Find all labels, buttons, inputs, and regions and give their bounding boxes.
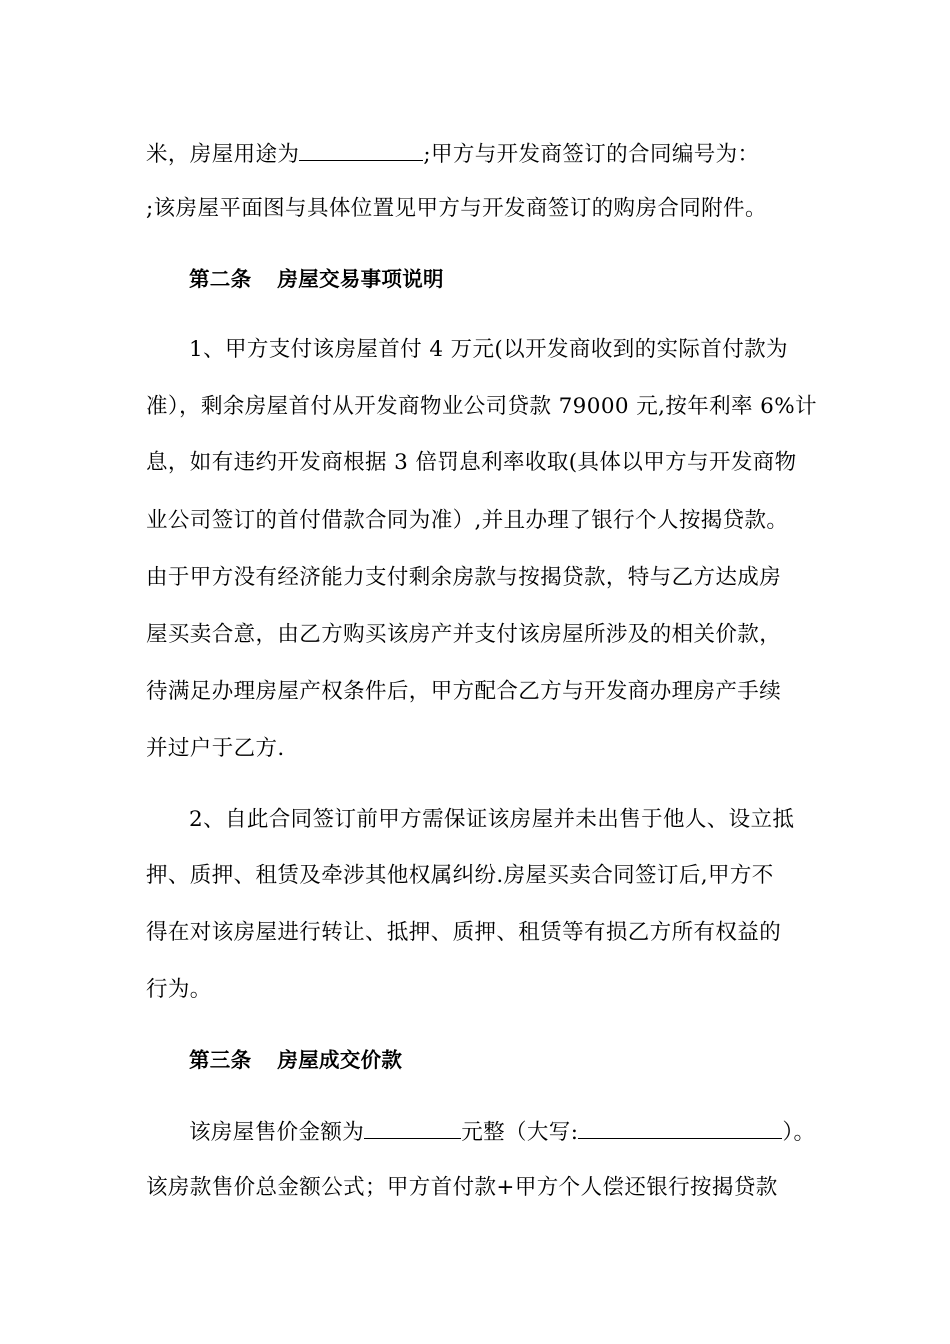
article3-price-line bbox=[189, 1117, 815, 1147]
article2-para2-line: 2、自此合同签订前甲方需保证该房屋并未出售于他人、设立抵 bbox=[189, 807, 795, 832]
article3-heading bbox=[189, 1046, 402, 1074]
price-middle: 元整（大写: bbox=[461, 1120, 579, 1145]
price-suffix: ）。 bbox=[782, 1120, 816, 1145]
article2-para1-line: 业公司签订的首付借款合同为准）,并且办理了银行个人按揭贷款。 bbox=[146, 508, 789, 533]
article2-para2-line: 得在对该房屋进行转让、抵押、质押、租赁等有损乙方所有权益的 bbox=[146, 920, 782, 945]
article2-para1-line: 由于甲方没有经济能力支付剩余房款与按揭贷款，特与乙方达成房 bbox=[146, 565, 782, 590]
article2-heading-number: 第二条 bbox=[189, 267, 252, 291]
usage-prefix: 米，房屋用途为 bbox=[146, 142, 300, 167]
article1-line-floorplan: ;该房屋平面图与具体位置见甲方与开发商签订的购房合同附件。 bbox=[146, 196, 767, 221]
article3-heading-number: 第三条 bbox=[189, 1048, 252, 1072]
price-amount-blank bbox=[364, 1117, 461, 1139]
article2-para1-line: 息，如有违约开发商根据 3 倍罚息利率收取(具体以甲方与开发商物 bbox=[146, 450, 797, 475]
usage-blank bbox=[299, 139, 423, 161]
article2-para2-line: 押、质押、租赁及牵涉其他权属纠纷.房屋买卖合同签订后,甲方不 bbox=[146, 863, 774, 888]
article2-para1-line: 屋买卖合意，由乙方购买该房产并支付该房屋所涉及的相关价款， bbox=[146, 622, 782, 647]
article2-para1-line: 准），剩余房屋首付从开发商物业公司贷款 79000 元,按年利率 6%计 bbox=[146, 394, 817, 419]
article2-heading-title: 房屋交易事项说明 bbox=[277, 267, 444, 291]
article2-para1-line: 待满足办理房屋产权条件后，甲方配合乙方与开发商办理房产手续 bbox=[146, 679, 782, 704]
article3-heading-title: 房屋成交价款 bbox=[277, 1048, 403, 1072]
article2-heading bbox=[189, 265, 444, 293]
article2-para1-line: 并过户于乙方. bbox=[146, 736, 285, 761]
article3-formula-line: 该房款售价总金额公式；甲方首付款+甲方个人偿还银行按揭贷款 bbox=[146, 1175, 778, 1200]
price-uppercase-blank bbox=[578, 1117, 782, 1139]
usage-suffix: ;甲方与开发商签订的合同编号为： bbox=[423, 142, 760, 167]
article2-para2-line: 行为。 bbox=[146, 977, 212, 1002]
article2-para1-line: 1、甲方支付该房屋首付 4 万元(以开发商收到的实际首付款为 bbox=[189, 337, 788, 362]
price-prefix: 该房屋售价金额为 bbox=[189, 1120, 365, 1145]
article1-line-usage bbox=[146, 139, 759, 169]
